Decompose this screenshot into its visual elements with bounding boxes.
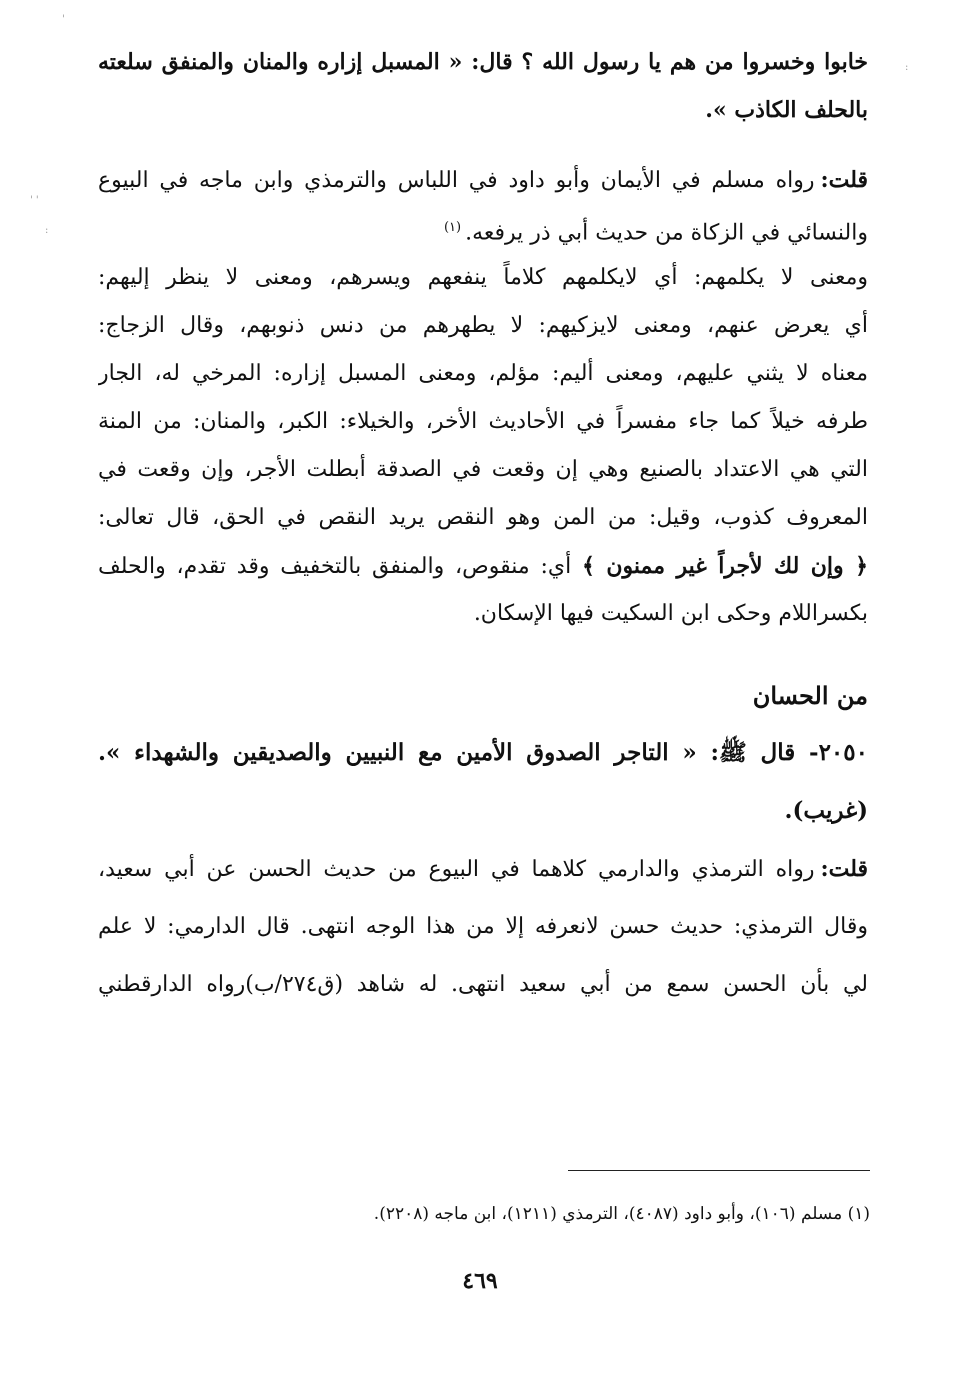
- explanation-line: أي يعرض عنهم، ومعنى لايزكيهم: لا يطهرهم من دنس ذنوبهم، وقال الزجاج:: [98, 313, 868, 338]
- explanation-line: التي هي الاعتداد بالصنيع وهي إن وقعت في الصدقة أبطلت الأجر، وإن وقعت في: [98, 457, 868, 482]
- qult-line: لي بأن الحسن سمع من أبي سعيد انتهى. له شاهد (ق٢٧٤/ب)رواه الدارقطني: [98, 972, 868, 997]
- hadith-grade: (غريب).: [784, 797, 868, 824]
- scan-speck: :: [45, 225, 49, 236]
- qult-label: قلت:: [820, 856, 868, 882]
- footnote-rule: [568, 1170, 870, 1171]
- section-heading: من الحسان: [752, 681, 868, 710]
- qult-line: [98, 840, 868, 898]
- explanation-line: طرفه خيلاً كما جاء مفسراً في الأحاديث الأخر، والخيلاء: الكبر، والمنان: من المنة: [98, 409, 868, 434]
- qult-text: رواه مسلم في الأيمان وأبو داود في اللباس والترمذي وابن ماجه في البيوع: [98, 168, 815, 193]
- explanation-line: [98, 542, 868, 590]
- scan-speck: ' ': [30, 195, 39, 206]
- quran-verse: ﴿ وإن لك لأجراً غير ممنون ﴾: [582, 553, 868, 579]
- explanation-text: أي: منقوص، والمنفق بالتخفيف وقد تقدم، والحلف: [98, 554, 572, 579]
- footnote-marker: (١): [443, 220, 462, 235]
- qult-label: قلت:: [820, 167, 868, 193]
- explanation-line: المعروف كذوب، وقيل: من المن وهو النقص يريد النقص في الحق، قال تعالى:: [98, 505, 868, 530]
- qult-text: والنسائي في الزكاة من حديث أبي ذر يرفعه.: [465, 220, 868, 246]
- qult-text: رواه الترمذي والدارمي كلاهما في البيوع من حديث الحسن عن أبي سعيد،: [98, 857, 815, 882]
- page-number: ٤٦٩: [462, 1268, 498, 1294]
- qult-line: [98, 156, 868, 204]
- explanation-line: ومعنى لا يكلمهم: أي لايكلمهم كلاماً ينفعهم ويسرهم، ومعنى لا ينظر إليهم:: [98, 265, 868, 290]
- hadith-text-line: بالحلف الكاذب ».: [705, 97, 868, 123]
- hadith-line: ٢٠٥٠- قال ﷺ: « التاجر الصدوق الأمين مع النبيين والصديقين والشهداء ».: [98, 739, 868, 766]
- spacer: [98, 134, 868, 156]
- explanation-line: معناه لا يثني عليهم، ومعنى أليم: مؤلم، ومعنى المسبل إزاره: المرخي له، الجار: [98, 361, 868, 386]
- qult-line: [98, 204, 868, 252]
- qult-line: وقال الترمذي: حديث حسن لانعرفه إلا من هذا الوجه انتهى. قال الدارمي: لا علم: [98, 914, 868, 939]
- scan-speck: ': [62, 14, 65, 25]
- hadith-text-line: خابوا وخسروا من هم يا رسول الله ؟ قال: « المسبل إزاره والمنان والمنفق سلعته: [98, 49, 868, 75]
- page-body: [98, 38, 868, 1014]
- explanation-line: بكسراللام وحكى ابن السكيت فيها الإسكان.: [473, 601, 868, 626]
- scan-speck: :: [905, 62, 909, 73]
- footnote: (١) مسلم (١٠٦)، وأبو داود (٤٠٨٧)، الترمذي (١٢١١)، ابن ماجه (٢٢٠٨).: [373, 1204, 870, 1224]
